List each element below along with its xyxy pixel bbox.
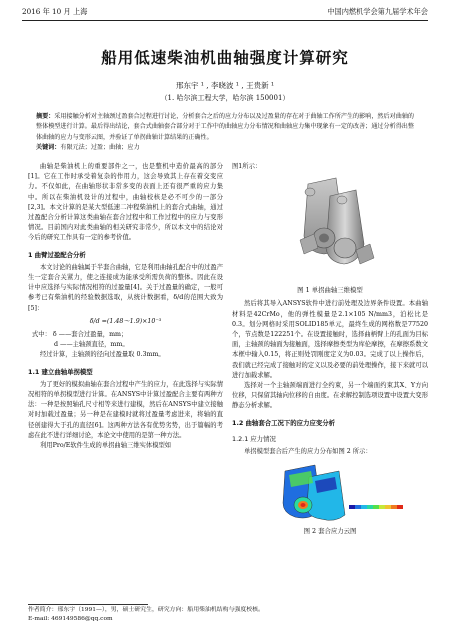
interference-result: 经过计算，主轴颈的径向过盈量取 0.3mm。 — [40, 351, 165, 359]
header-conference: 中国内燃机学会第九届学术年会 — [327, 7, 428, 16]
header-date-location: 2016 年 10 月 上海 — [22, 7, 88, 16]
footnote-author-info: 作者简介：邢东宇（1991—），男，硕士研究生，研究方向：船用柴油机结构与强度校核。 — [28, 607, 264, 613]
figure-2-caption: 图 2 套合应力云图 — [303, 527, 357, 536]
abstract-text: 采用接触分析对主轴颈过盈套合过程进行讨论，分析套合之后的应力分布以及过盈量的存在对于曲轴工作所产生的影响，然后对曲轴的整体模型进行计算。最后得出结论，套合式曲轴套合部分对于工作中的曲轴应力分布情况和曲轴应力集中现象有一定的改善；通过分析得出整体曲轴的应力与变形云图，并验证了单拐曲轴计算结果的正确性。 — [36, 113, 415, 141]
header-rule — [22, 20, 428, 21]
figure-1-caption: 图 1 单拐曲轴三维模型 — [297, 286, 363, 295]
interference-formula: δ/d =(1.48～1.9)×10⁻³ — [89, 317, 162, 325]
keywords-text: 有限元法；过盈；曲轴；应力 — [60, 143, 140, 151]
abstract-label: 摘要： — [36, 113, 55, 120]
footnote — [28, 606, 428, 624]
affiliation: （1. 哈尔滨工程大学，哈尔滨 150001） — [160, 94, 290, 102]
running-header — [22, 6, 428, 18]
footnote-email: E-mail: 469149586@qq.com — [28, 616, 113, 622]
section-1-2-heading: 1.2 曲轴套合工况下的应力应变分析 — [232, 418, 336, 427]
keywords-label: 关键词： — [36, 143, 61, 151]
left-column — [28, 162, 223, 451]
section-1-1-heading: 1.1 建立曲轴单拐模型 — [28, 367, 93, 376]
section-1-1-paragraph-2: 利用Pro/E软件生成的单拐曲轴三维实体模型如 — [40, 442, 172, 450]
footnote-rule — [28, 604, 148, 605]
definition-lead: 式中： — [32, 331, 51, 339]
abstract — [36, 112, 414, 153]
preprocessing-paragraph: 然后将其导入ANSYS软件中进行前处理及边界条件设置。本曲轴材料是42CrMo，他的弹性模量是2.1×105 N/mm3，泊松比是0.3。划分网格时采用SOLID185单元，最终生成的网格数是77520个，节点数是122251个。在设置接触时，选择曲柄臂上的孔面为目标面，主轴颈的轴面为接触面，选择摩擦类型为库伦摩擦，在摩擦系数文本框中输入0.15，将正则处罚刚度定义为0.03。完成了以上操作后，我们就已经完成了接触对的定义以及必要的前处理操作，接下来就可以进行加载求解。 — [232, 300, 428, 379]
figure-1 — [232, 174, 428, 282]
stress-contour-image — [245, 459, 415, 523]
stress-paragraph: 单拐模型套合后产生的应力分布如图 2 所示： — [244, 448, 372, 456]
definition-d: d ——主轴颈直径，mm。 — [54, 341, 129, 349]
definition-delta: δ ——套合过盈量，mm； — [52, 331, 128, 339]
section-1-2-1-heading: 1.2.1 应力情况 — [232, 434, 276, 443]
right-column — [232, 162, 428, 540]
crankshaft-3d-model-image — [270, 174, 390, 282]
figure-2 — [232, 459, 428, 523]
intro-paragraph: 曲轴是柴油机上的重要部件之一，也是整机中造价最高的部分[1]。它在工作时承受着复杂的作用力，这会导致其上存在着交变应力。不仅如此，在曲轴形状非常多变的表面上还有很严重的应力集中。所以在柴油机设计的过程中，曲轴校核是必不可少的一部分[2,3]。本文计算的是某大型低速二冲程柴油机上的套合式曲轴，通过过盈配合分析计算这类曲轴在套合过程中和工作过程中的应力与变形情况。目前国内对此类曲轴的相关研究非常少，所以本文中的结论对今后的研究工作具有一定的参考价值。 — [28, 163, 223, 242]
section-1-1-paragraph: 为了更好的模拟曲轴在套合过程中产生的应力，在此选择与实际情况相符的单拐模型进行计算。在ANSYS中计算过盈配合主要有两种方法：一种是按照轴孔尺寸相等来进行建模，然后在ANSYS中建立接触对时加载过盈量；另一种是在建模时就将过盈量考虑进来，将轴的直径创建得大于孔的直径[6]。这两种方法各有优势劣势，出于篇幅的考虑在此不进行详细讨论，本论文中使用的是第一种方法。 — [28, 380, 223, 439]
authors: 邢东宇 ¹ , 李晓波 ¹ , 王贵新 ¹ — [176, 81, 274, 90]
section-1-paragraph: 本文讨论的曲轴属于半套合曲轴，它是利用曲轴孔配合中的过盈产生一定套合关紧力，使之连接成为能承受所需负荷的整体。因此在设计中应选择与实际情况相符的过盈量[4]。关于过盈量的确定，一般可参考已有柴油机的经验数据选取，从统计数据看，δ/d的范围大致为[5]： — [28, 263, 223, 312]
section-1-heading: 1 曲臂过盈配合分析 — [28, 250, 86, 259]
figure-1-lead: 图1所示： — [232, 163, 262, 170]
formula-definitions — [28, 330, 223, 350]
constraint-paragraph: 选择对一个主轴颈端面进行全约束，另一个端面约束其X、Y方向位移，只保留其轴向位移的自由度。在求解控制选项设置中设置大变形静态分析求解。 — [232, 382, 428, 410]
paper-title: 船用低速柴油机曲轴强度计算研究 — [101, 48, 349, 67]
